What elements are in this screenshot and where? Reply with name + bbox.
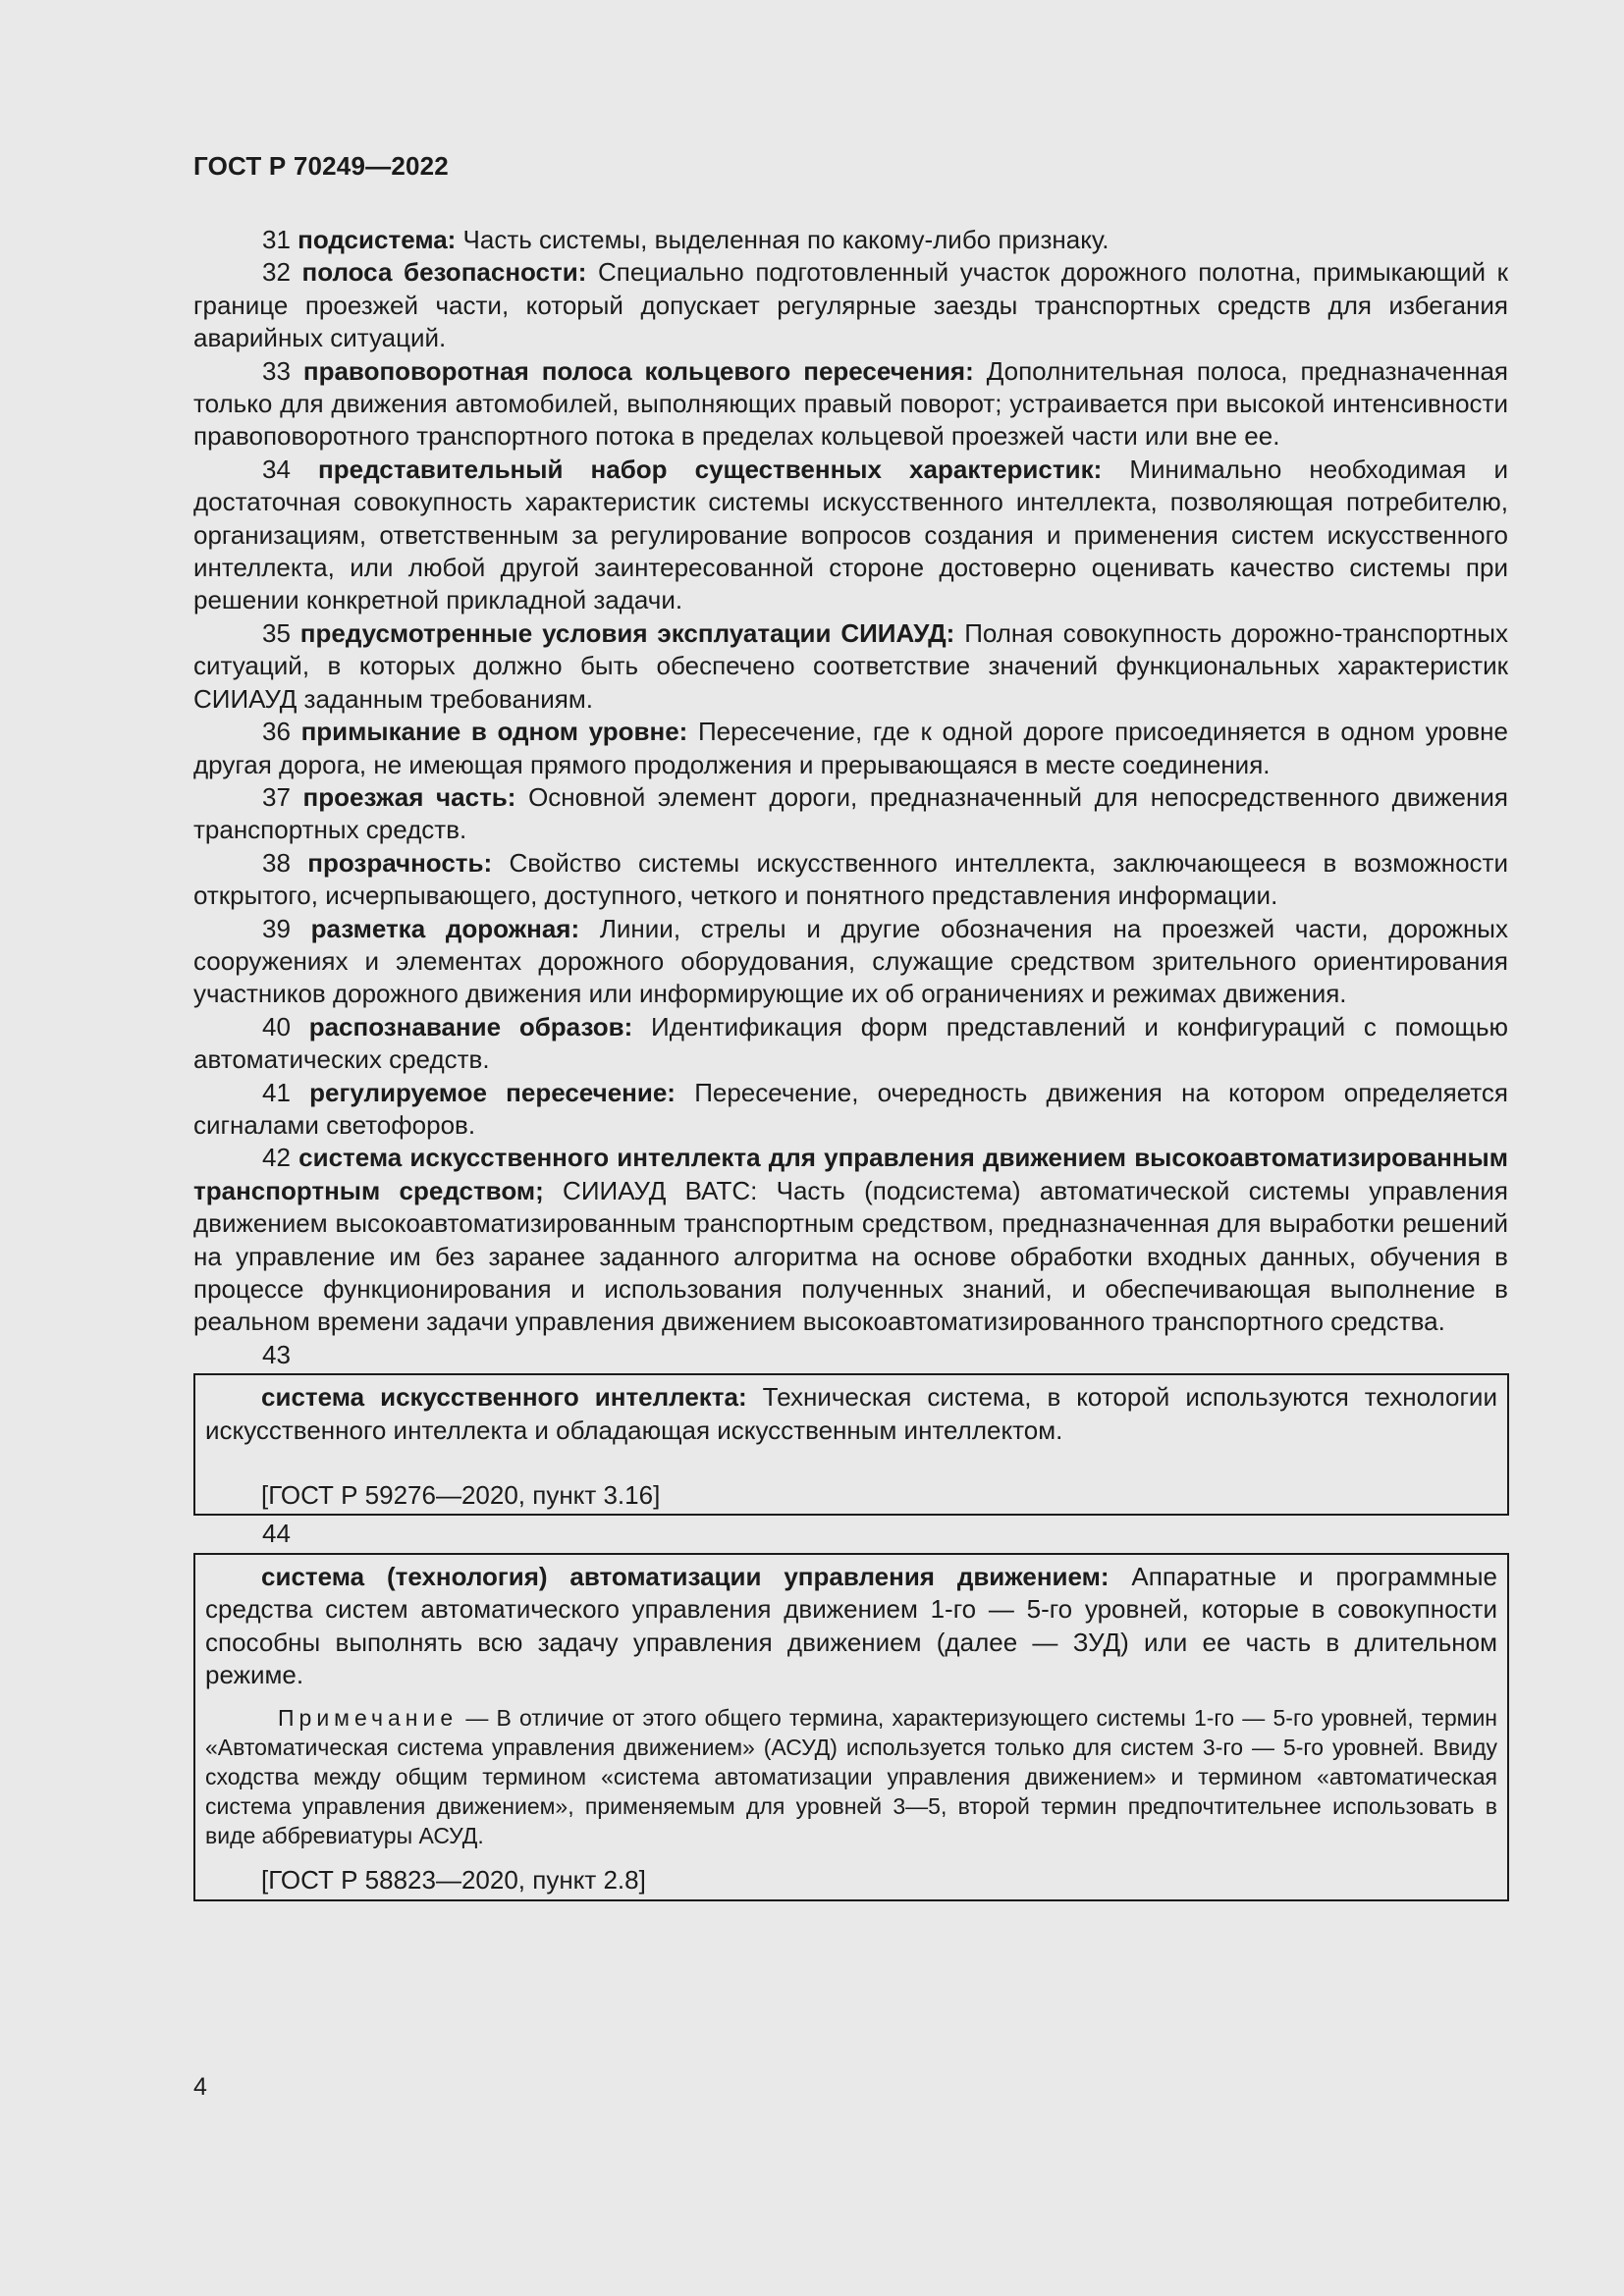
term-definition: Основной элемент дороги, предназначенный для непосредственного движения транспортных средств. [193, 781, 1508, 845]
term-number: 31 [262, 225, 291, 254]
term-entry-35 [193, 617, 1508, 716]
term-definition: Техническая система, в которой используются технологии искусственного интеллекта и обладающая искусственным интеллектом. [205, 1382, 1497, 1445]
term-name: система искусственного интеллекта для управления движением высокоавтоматизированным транспортным средством; [193, 1143, 1508, 1205]
term-definition: Свойство системы искусственного интеллекта, заключающееся в возможности открытого, исчерпывающего, доступного, четкого и понятного представления информации. [193, 847, 1508, 911]
term-name: примыкание в одном уровне: [300, 717, 688, 747]
term-entry-37 [193, 781, 1508, 847]
term-definition: Аппаратные и программные средства систем автоматического управления движением 1-го — 5-го уровней, которые в совокупности способны выполнять всю задачу управления движением (далее — ЗУД) или ее часть в длительном режиме. [205, 1561, 1497, 1690]
term-definition: Специально подготовленный участок дорожного полотна, примыкающий к границе проезжей части, который допускает регулярные заезды транспортных средств для избегания аварийных ситуаций. [193, 257, 1509, 353]
term-number: 38 [262, 847, 291, 878]
term-entry-39 [193, 913, 1508, 1011]
term-name: система искусственного интеллекта: [261, 1382, 747, 1413]
term-name: разметка дорожная: [310, 913, 580, 943]
term-entry-32 [193, 256, 1508, 354]
term-number: 36 [262, 717, 291, 747]
term-name: регулируемое пересечение: [309, 1077, 676, 1107]
term-number: 35 [262, 617, 291, 648]
term-name: проезжая часть: [302, 781, 516, 812]
term-entry-31 [193, 224, 1508, 256]
term-source-reference: [ГОСТ Р 58823—2020, пункт 2.8] [261, 1865, 646, 1896]
term-source-reference: [ГОСТ Р 59276—2020, пункт 3.16] [261, 1480, 661, 1511]
term-definition: Линии, стрелы и другие обозначения на проезжей части, дорожных сооружениях и элементах дорожного оборудования, служащие средством зрительного ориентирования участников дорожного движения или информирующие их об ограничениях и режимах движения. [193, 913, 1508, 1009]
term-number: 40 [262, 1011, 291, 1041]
term-number: 39 [262, 913, 291, 943]
term-number: 41 [262, 1077, 291, 1107]
term-name: правоповоротная полоса кольцевого пересечения: [302, 355, 974, 386]
term-number: 34 [262, 454, 291, 484]
term-definition: Идентификация форм представлений и конфигураций с помощью автоматических средств. [193, 1011, 1508, 1075]
term-entry-33 [193, 355, 1508, 454]
term-number: 33 [262, 355, 291, 386]
term-number: 37 [262, 781, 291, 812]
term-entry-42 [193, 1142, 1508, 1338]
page-number: 4 [193, 2073, 207, 2101]
term-number: 42 [262, 1143, 291, 1173]
term-name: представительный набор существенных характеристик: [318, 454, 1103, 484]
term-definition: СИИАУД ВАТС: Часть (подсистема) автоматической системы управления движением высокоавтоматизированным транспортным средством, предназначенная для выработки решений на управление им без заранее заданного алгоритма на основе обработки входных данных, обучения в процессе функционирования и использования полученных знаний, и обеспечивающая выполнение в реальном времени задачи управления движением высокоавтоматизированного транспортного средства. [193, 1175, 1508, 1337]
term-number-43: 43 [262, 1339, 291, 1369]
term-name: предусмотренные условия эксплуатации СИИАУД: [299, 617, 955, 648]
boxed-term-definition [205, 1381, 1497, 1447]
term-entry-38 [193, 847, 1508, 913]
term-entry-40 [193, 1011, 1508, 1077]
term-name: полоса безопасности: [301, 257, 587, 288]
term-definition: Минимально необходимая и достаточная совокупность характеристик системы искусственного интеллекта, позволяющая потребителю, организациям, ответственным за регулирование вопросов создания и применения систем искусственного интеллекта, или любой другой заинтересованной стороне достоверно оценивать качество системы при решении конкретной прикладной задачи. [193, 454, 1509, 615]
note-label: Примечание [278, 1705, 459, 1732]
term-definition: Пересечение, где к одной дороге присоединяется в одном уровне другая дорога, не имеющая прямого продолжения и прерывающаяся в месте соединения. [193, 717, 1508, 779]
boxed-term-definition [205, 1561, 1497, 1692]
note-text: — В отличие от этого общего термина, характеризующего системы 1-го — 5-го уровней, термин «Автоматическая система управления движением» (АСУД) используется только для систем 3-го — 5-го уровней. Ввиду сходства между общим термином «система автоматизации управления движением» и термином «автоматическая система управления движением», применяемым для уровней 3—5, второй термин предпочтительнее использовать в виде аббревиатуры АСУД. [205, 1705, 1497, 1849]
term-number-44: 44 [262, 1519, 291, 1549]
term-number: 32 [262, 257, 291, 288]
term-definition: Полная совокупность дорожно-транспортных ситуаций, в которых должно быть обеспечено соответствие значений функциональных характеристик СИИАУД заданным требованиям. [193, 617, 1509, 714]
terms-list [193, 224, 1508, 1903]
term-name: распознавание образов: [308, 1011, 633, 1041]
document-code-header: ГОСТ Р 70249—2022 [193, 151, 449, 181]
term-name: прозрачность: [307, 847, 493, 878]
term-note [205, 1703, 1497, 1850]
boxed-term-entry-44 [193, 1553, 1509, 1901]
term-entry-36 [193, 716, 1508, 781]
term-definition: Пересечение, очередность движения на котором определяется сигналами светофоров. [193, 1077, 1508, 1140]
term-definition: Дополнительная полоса, предназначенная только для движения автомобилей, выполняющих правый поворот; устраивается при высокой интенсивности правоповоротного транспортного потока в пределах кольцевой проезжей части или вне ее. [193, 355, 1508, 452]
term-definition: Часть системы, выделенная по какому-либо признаку. [456, 225, 1110, 254]
term-entry-41 [193, 1077, 1508, 1143]
term-name: система (технология) автоматизации управления движением: [261, 1561, 1110, 1591]
boxed-term-entry-43 [193, 1373, 1509, 1516]
term-name: подсистема: [298, 225, 457, 254]
term-entry-34 [193, 454, 1508, 617]
